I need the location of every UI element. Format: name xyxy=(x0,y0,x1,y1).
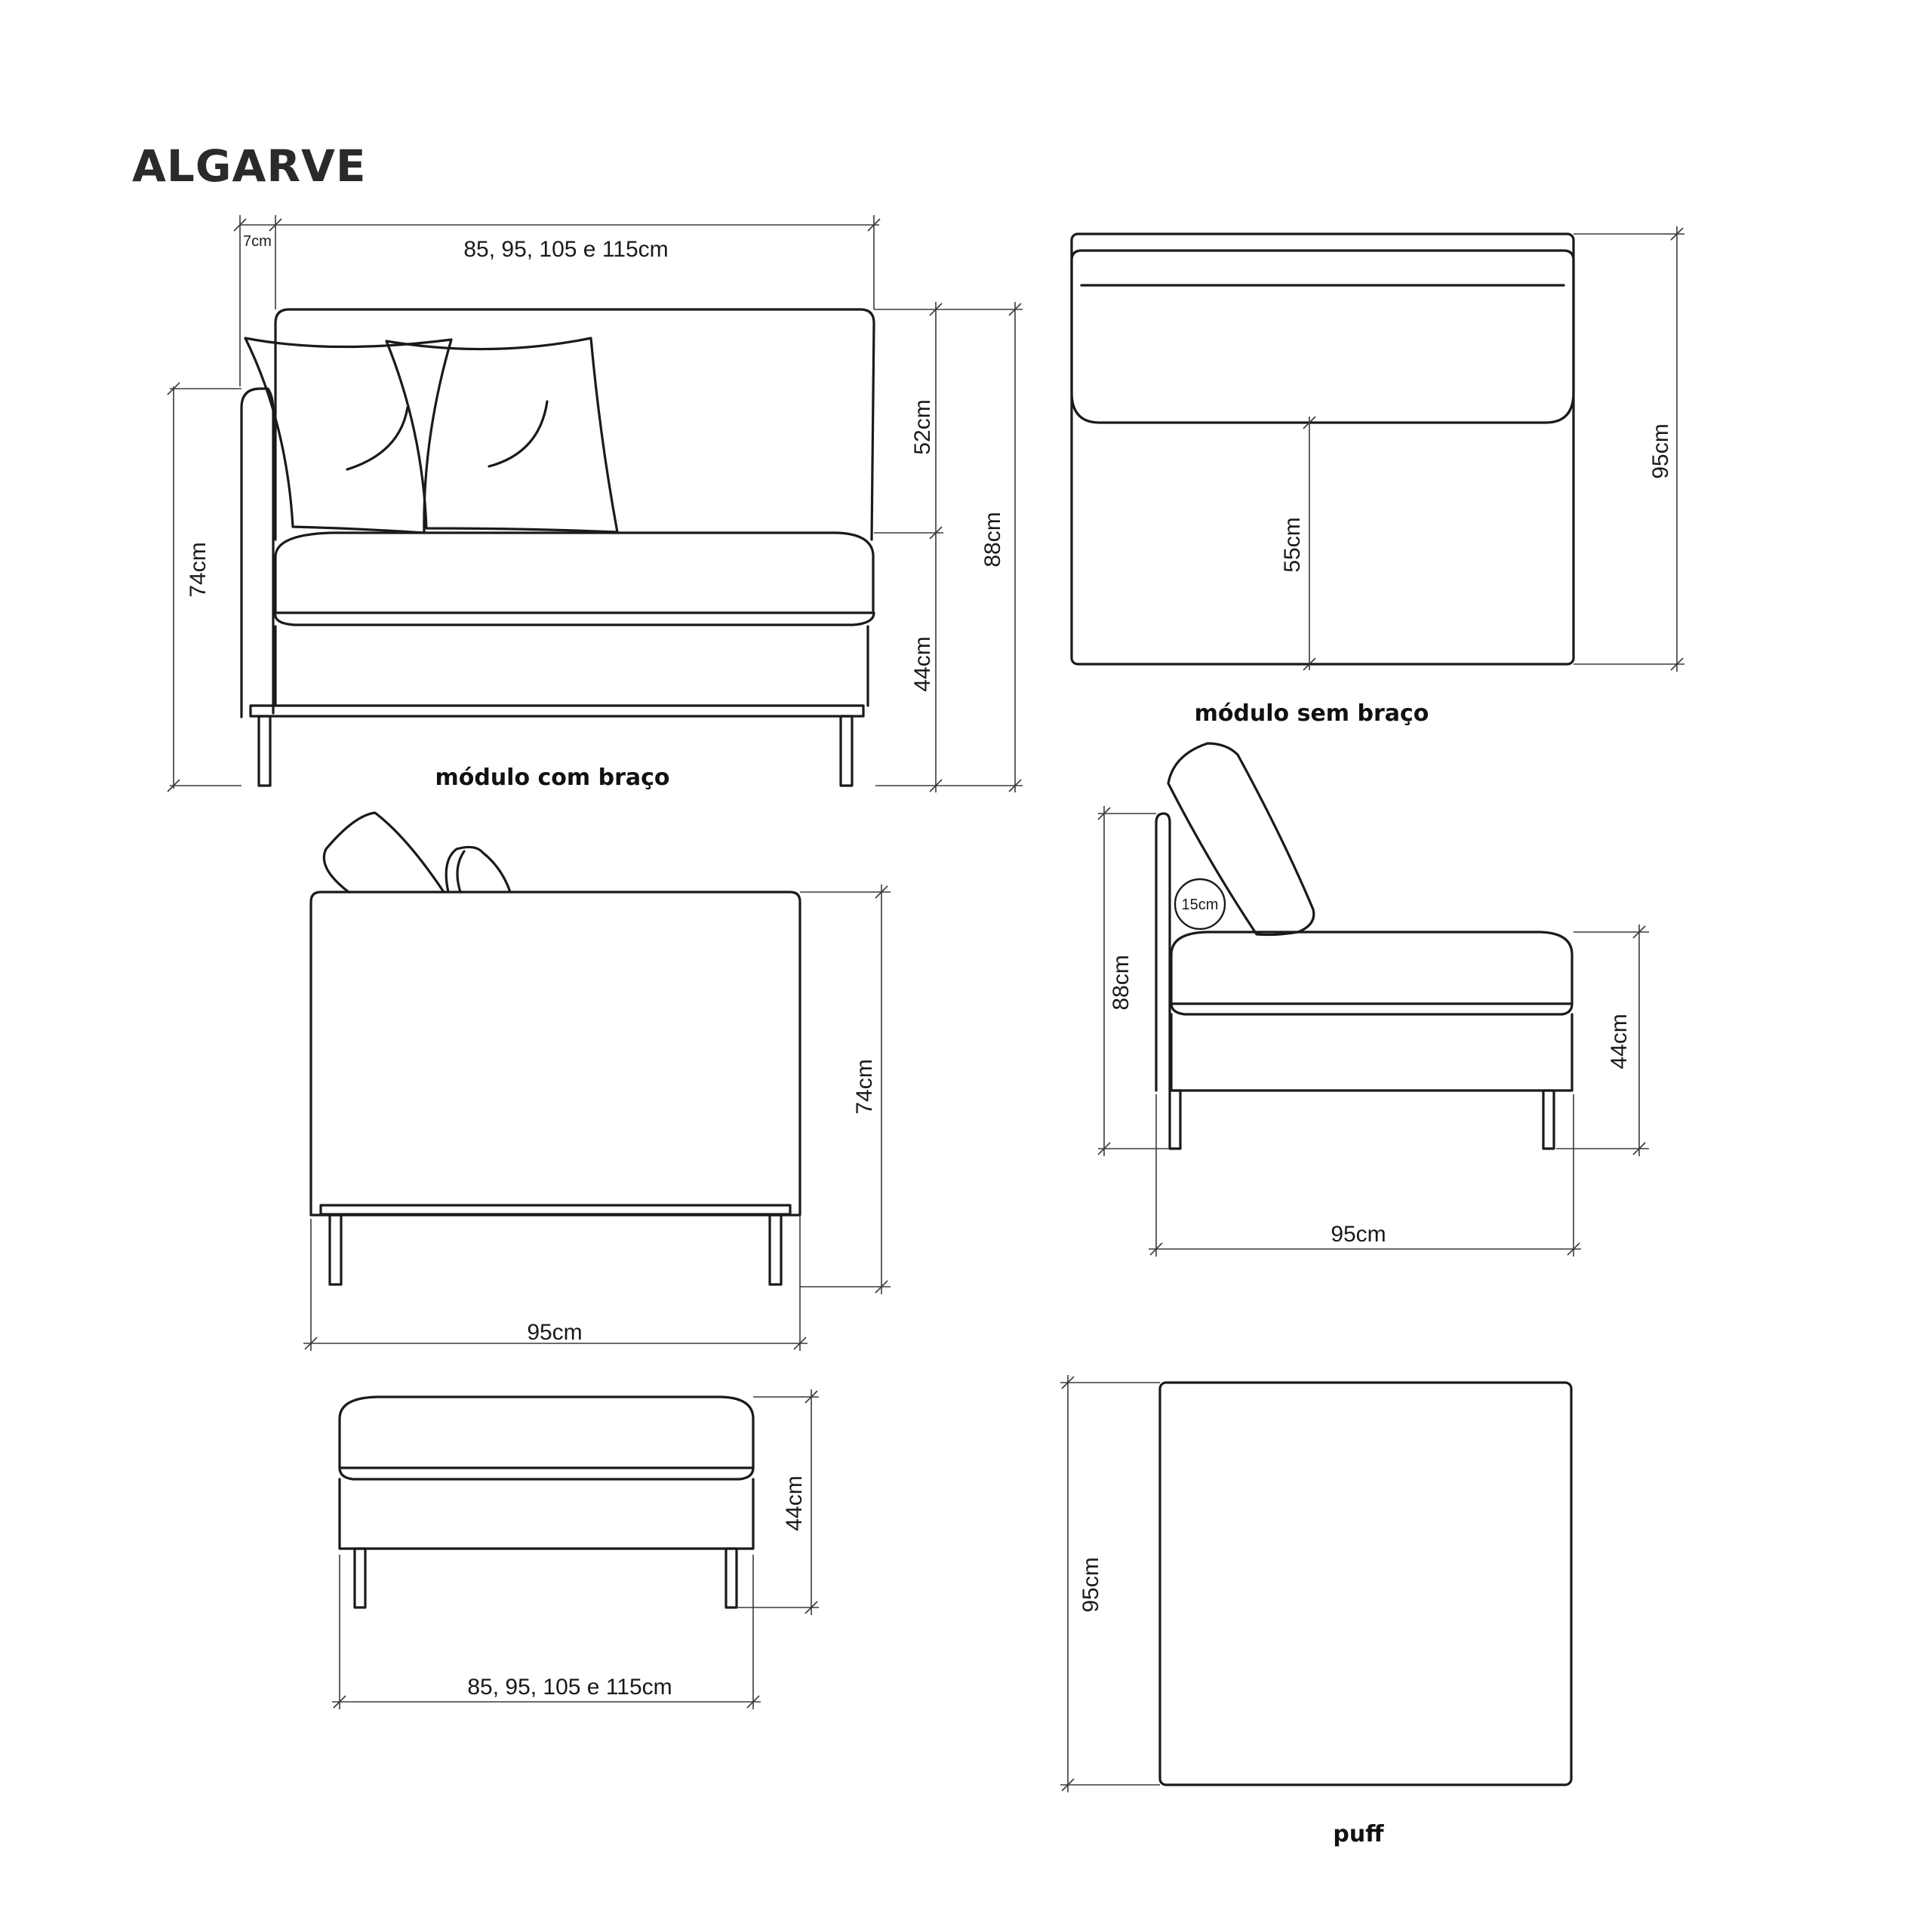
top-view-dimensions xyxy=(1280,226,1684,672)
puff-top-dimensions xyxy=(1060,1375,1160,1792)
front-view-with-arm xyxy=(242,309,874,786)
side-view-dimensions xyxy=(1098,806,1649,1257)
dim-back-view-width: 95cm xyxy=(527,1320,583,1345)
side-view xyxy=(1156,743,1572,1149)
puff-top-view xyxy=(1160,1383,1571,1785)
dim-total-height: 88cm xyxy=(980,512,1005,568)
dim-side-total-height: 88cm xyxy=(1109,955,1134,1011)
back-view-dimensions xyxy=(303,884,891,1351)
dim-front-width: 85, 95, 105 e 115cm xyxy=(463,237,669,262)
dim-arm-height: 74cm xyxy=(186,542,211,598)
dim-puff-width: 85, 95, 105 e 115cm xyxy=(467,1675,672,1700)
puff-front-view xyxy=(340,1397,753,1607)
dim-puff-height: 44cm xyxy=(782,1475,807,1531)
dim-arm-width: 7cm xyxy=(243,233,272,250)
dim-back-height: 52cm xyxy=(910,399,935,455)
dim-seat-height: 44cm xyxy=(910,636,935,692)
caption-puff: puff xyxy=(1333,1821,1384,1847)
back-view xyxy=(311,813,800,1284)
dim-seat-depth: 55cm xyxy=(1280,517,1305,573)
dim-top-depth: 95cm xyxy=(1648,423,1673,479)
dim-side-seat-height: 44cm xyxy=(1607,1014,1632,1069)
dim-puff-depth: 95cm xyxy=(1078,1557,1103,1613)
caption-modulo-sem-braco: módulo sem braço xyxy=(1194,700,1429,727)
dim-side-width: 95cm xyxy=(1331,1222,1386,1247)
dim-back-view-height: 74cm xyxy=(852,1059,877,1115)
caption-modulo-com-braco: módulo com braço xyxy=(435,764,670,791)
top-view-without-arm xyxy=(1072,234,1574,664)
dim-side-cushion: 15cm xyxy=(1181,897,1219,913)
page-title: ALGARVE xyxy=(132,140,367,192)
